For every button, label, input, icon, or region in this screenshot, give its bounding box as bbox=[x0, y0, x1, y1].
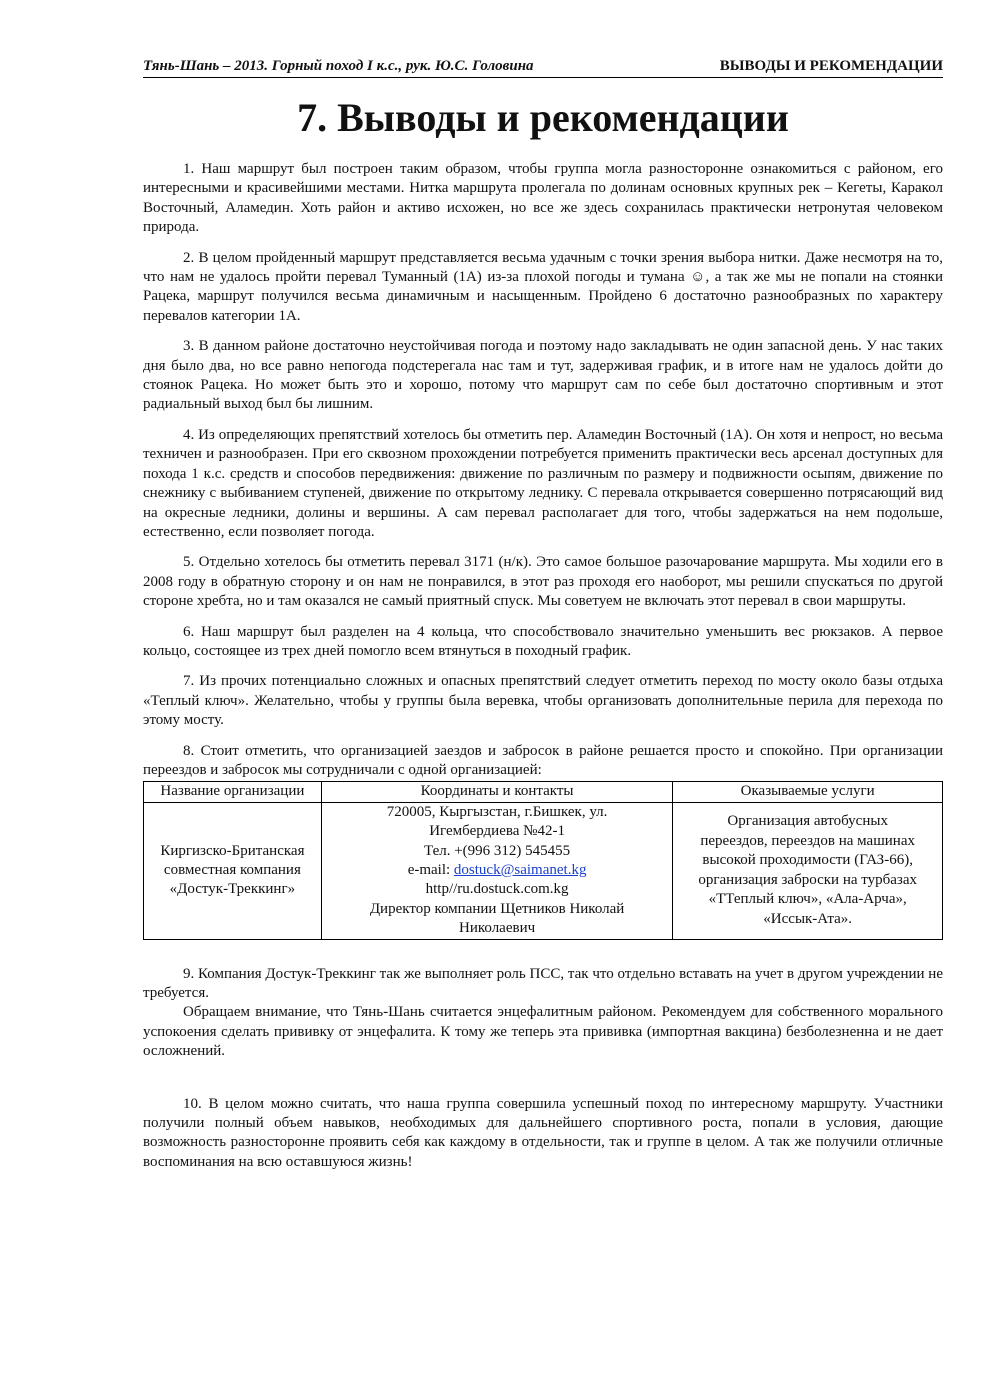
paragraph-7: 7. Из прочих потенциально сложных и опасных препятствий следует отметить переход по мосту около базы отдыха «Теплый ключ». Желательно, чтобы у группы была веревка, чтобы организовать дополнительные перила для перехода по этому мосту. bbox=[143, 673, 943, 729]
spacer bbox=[143, 1073, 943, 1095]
services-line: высокой проходимости (ГАЗ-66), bbox=[702, 852, 913, 869]
running-header bbox=[143, 58, 943, 78]
page-title: 7. Выводы и рекомендации bbox=[297, 95, 789, 140]
email-label: e-mail: bbox=[407, 862, 454, 878]
document-page bbox=[143, 58, 943, 1183]
header-services: Оказываемые услуги bbox=[673, 782, 943, 802]
email-line bbox=[326, 861, 669, 880]
director-line: Директор компании Щетников Николай bbox=[369, 900, 625, 917]
services-line: Организация автобусных bbox=[727, 813, 888, 830]
paragraph-2: 2. В целом пройденный маршрут представляется весьма удачным с точки зрения выбора нитки. Даже несмотря на то, что нам не удалось пройти перевал Туманный (1А) из-за плохой погоды и тумана ☺, а так же мы не попали на стоянки Рацека, маршрут получился весьма динамичным и насыщенным. Пройдено 6 достаточно разнообразных по характеру перевалов категории 1А. bbox=[143, 249, 943, 324]
phone-line: Тел. +(996 312) 545455 bbox=[423, 842, 571, 859]
org-name-line: совместная компания bbox=[163, 862, 301, 878]
organizations-table bbox=[143, 781, 943, 939]
paragraph-encephalitis: Обращаем внимание, что Тянь-Шань считается энцефалитным районом. Рекомендуем для собственного морального успокоения сделать прививку от энцефалита. К тому же теперь эта прививка (импортная вакцина) безболезненна и не дает осложнений. bbox=[143, 1004, 943, 1060]
services-line: «Иссык-Ата». bbox=[763, 910, 853, 927]
org-name-line: «Достук-Треккинг» bbox=[169, 881, 296, 898]
header-contacts: Координаты и контакты bbox=[321, 782, 673, 802]
header-right: ВЫВОДЫ И РЕКОМЕНДАЦИИ bbox=[719, 58, 943, 74]
services-cell bbox=[673, 802, 943, 939]
org-name-line: Киргизско-Британская bbox=[160, 842, 305, 859]
website-line: http//ru.dostuck.com.kg bbox=[425, 881, 569, 898]
paragraph-4: 4. Из определяющих препятствий хотелось бы отметить пер. Аламедин Восточный (1А). Он хотя и непрост, но весьма техничен и разнообразен. При его сквозном прохождении потребуется применить практически весь арсенал доступных для похода 1 к.с. средств и способов передвижения: движение по различным по размеру и подвижности осыпям, движение по снежнику с выбиванием ступеней, движение по открытому леднику. С перевала открывается совершенно потрясающий вид на окресные ледники, долины и вершины. А сам перевал располагает для того, чтобы задержаться на нем подольше, естественно, если позволяет погода. bbox=[143, 426, 943, 540]
services-line: переездов, переездов на машинах bbox=[700, 832, 915, 849]
paragraph-5: 5. Отдельно хотелось бы отметить перевал 3171 (н/к). Это самое большое разочарование маршрута. Мы ходили его в 2008 году в обратную сторону и он нам не понравился, в этот раз проходя его наоборот, мы решили спускаться по другой стороне хребта, но и там оказался не самый приятный спуск. Мы советуем не включать этот перевал в свои маршруты. bbox=[143, 554, 943, 610]
table-row bbox=[144, 802, 943, 939]
header-org-name: Название организации bbox=[144, 782, 322, 802]
contacts-cell bbox=[321, 802, 673, 939]
paragraph-8: 8. Стоит отметить, что организацией заездов и забросок в районе решается просто и спокойно. При организации переездов и забросок мы сотрудничали с одной организацией: bbox=[143, 742, 943, 778]
paragraph-6: 6. Наш маршрут был разделен на 4 кольца, что способствовало значительно уменьшить вес рюкзаков. А первое кольцо, состоящее из трех дней помогло всем втянуться в походный график. bbox=[143, 623, 943, 659]
paragraph-3: 3. В данном районе достаточно неустойчивая погода и поэтому надо закладывать не один запасной день. У нас таких дня было два, но все равно непогода подстерегала нас там и тут, задерживая график, и в итоге нам не удалось дойти до стоянок Рацека. Но может быть это и хорошо, потому что маршрут сам по себе был достаточно спортивным и этот радиальный выход был бы лишним. bbox=[143, 338, 943, 413]
paragraph-1: 1. Наш маршрут был построен таким образом, чтобы группа могла разносторонне ознакомиться с районом, его интересными и красивейшими местами. Нитка маршрута пролегала по долинам основных крупных рек – Кегеты, Каракол Восточный, Аламедин. Хоть район и активо исхожен, но все же здесь сохранилась практически нетронутая человеком природа. bbox=[143, 161, 943, 236]
address-line: 720005, Кыргызстан, г.Бишкек, ул. bbox=[386, 803, 608, 820]
paragraph-10: 10. В целом можно считать, что наша группа совершила успешный поход по интересному маршруту. Участники получили полный объем навыков, необходимых для дальнейшего спортивного роста, попали в условия, дающие возможность разносторонне проявить себя как каждому в отдельности, так и группе в целом. А так же получили отличные воспоминания на всю оставшуюся жизнь! bbox=[143, 1095, 943, 1170]
services-line: «ТТеплый ключ», «Ала-Арча», bbox=[708, 891, 907, 908]
paragraph-9: 9. Компания Достук-Треккинг так же выполняет роль ПСС, так что отдельно вставать на учет в другом учреждении не требуется. bbox=[143, 965, 943, 1002]
header-left: Тянь-Шань – 2013. Горный поход I к.с., рук. Ю.С. Головина bbox=[143, 58, 534, 74]
org-name-cell bbox=[144, 802, 322, 939]
services-line: организация заброски на турбазах bbox=[698, 871, 917, 888]
table-header-row bbox=[144, 782, 943, 802]
email-link[interactable]: dostuck@saimanet.kg bbox=[453, 862, 587, 878]
address-line: Игембердиева №42-1 bbox=[429, 823, 565, 840]
director-line: Николаевич bbox=[459, 920, 536, 937]
